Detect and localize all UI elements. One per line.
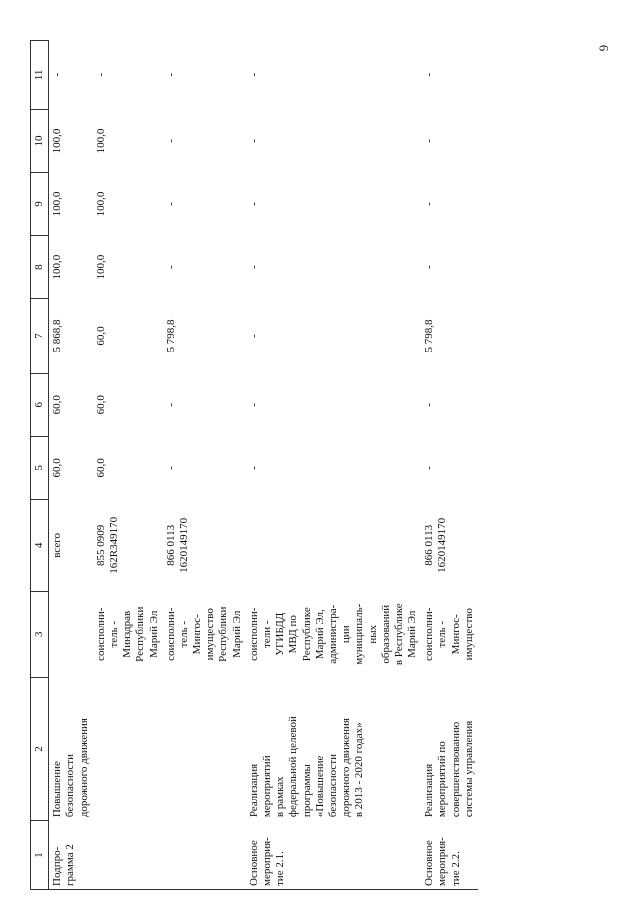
table-cell-c1 <box>93 821 163 890</box>
table-cell-c10: - <box>163 109 246 172</box>
table-cell-c11: - <box>246 41 421 110</box>
col-header: 9 <box>31 173 49 236</box>
table-cell-c1: Основное мероприя- тие 2.2. <box>421 821 478 890</box>
table-cell-c7: 5 868,8 <box>49 299 93 374</box>
table-cell-c11: - <box>49 41 93 110</box>
table-cell-c4: 855 0909 162R349170 <box>93 499 163 591</box>
table-cell-c6: - <box>421 373 478 436</box>
table-cell-c7: - <box>246 299 421 374</box>
table-cell-c6: 60,0 <box>49 373 93 436</box>
table-cell-c8: - <box>421 236 478 299</box>
col-header: 11 <box>31 41 49 110</box>
table-cell-c7: 5 798,8 <box>421 299 478 374</box>
table-cell-c1 <box>163 821 246 890</box>
col-header: 1 <box>31 821 49 890</box>
col-header: 3 <box>31 591 49 677</box>
table-cell-c11: - <box>421 41 478 110</box>
table-row <box>49 41 93 890</box>
table-cell-c8: 100,0 <box>49 236 93 299</box>
col-header: 6 <box>31 373 49 436</box>
table-cell-c5: - <box>246 436 421 499</box>
table-cell-c5: 60,0 <box>49 436 93 499</box>
table-cell-c6: - <box>163 373 246 436</box>
table-cell-c5: 60,0 <box>93 436 163 499</box>
table-cell-c2 <box>93 677 163 820</box>
table-cell-c3: соисполни- тель - Минздрав Республики Марий Эл <box>93 591 163 677</box>
table-row <box>421 41 478 890</box>
table-cell-c9: - <box>163 173 246 236</box>
col-header: 5 <box>31 436 49 499</box>
table-cell-c9: - <box>246 173 421 236</box>
table-cell-c2 <box>163 677 246 820</box>
table-cell-c2: Реализация мероприятий по совершенствованию системы управления <box>421 677 478 820</box>
col-header: 7 <box>31 299 49 374</box>
page-number: 6 <box>596 44 612 52</box>
col-header: 10 <box>31 109 49 172</box>
table-row <box>246 41 421 890</box>
rotated-table-container <box>30 40 590 890</box>
table-cell-c8: 100,0 <box>93 236 163 299</box>
table-row <box>163 41 246 890</box>
table-cell-c6: 60,0 <box>93 373 163 436</box>
table-cell-c7: 60,0 <box>93 299 163 374</box>
table-cell-c3: соисполни- тель - Мингос- имущество <box>421 591 478 677</box>
table-row <box>93 41 163 890</box>
table-cell-c10: 100,0 <box>93 109 163 172</box>
table-cell-c11: - <box>163 41 246 110</box>
col-header: 4 <box>31 499 49 591</box>
table-cell-c1: Основное мероприя- тие 2.1. <box>246 821 421 890</box>
table-cell-c3: соисполни- тель - Мингос- имущество Республики Марий Эл <box>163 591 246 677</box>
table-cell-c9: - <box>421 173 478 236</box>
table-cell-c11: - <box>93 41 163 110</box>
table-cell-c5: - <box>163 436 246 499</box>
col-header: 2 <box>31 677 49 820</box>
header-row <box>31 41 49 890</box>
table-cell-c8: - <box>246 236 421 299</box>
table-cell-c3 <box>49 591 93 677</box>
budget-table <box>30 40 478 890</box>
table-cell-c3: соисполни- тели - УГИБДД МВД по Республике Марий Эл, администра- ции муниципаль- ных образований в Республике Марий Эл <box>246 591 421 677</box>
table-cell-c1: Подпро- грамма 2 <box>49 821 93 890</box>
table-cell-c10: 100,0 <box>49 109 93 172</box>
table-cell-c9: 100,0 <box>49 173 93 236</box>
table-cell-c2: Реализация мероприятий в рамках федеральной целевой программы «Повышение безопасности дорожного движения в 2013 - 2020 годах» <box>246 677 421 820</box>
table-cell-c2: Повышение безопасности дорожного движения <box>49 677 93 820</box>
table-cell-c9: 100,0 <box>93 173 163 236</box>
table-cell-c4: 866 0113 1620149170 <box>163 499 246 591</box>
table-cell-c10: - <box>246 109 421 172</box>
table-cell-c8: - <box>163 236 246 299</box>
table-cell-c10: - <box>421 109 478 172</box>
table-cell-c4 <box>246 499 421 591</box>
col-header: 8 <box>31 236 49 299</box>
table-cell-c7: 5 798,8 <box>163 299 246 374</box>
table-cell-c5: - <box>421 436 478 499</box>
table-cell-c4: 866 0113 1620149170 <box>421 499 478 591</box>
table-cell-c6: - <box>246 373 421 436</box>
table-cell-c4: всего <box>49 499 93 591</box>
